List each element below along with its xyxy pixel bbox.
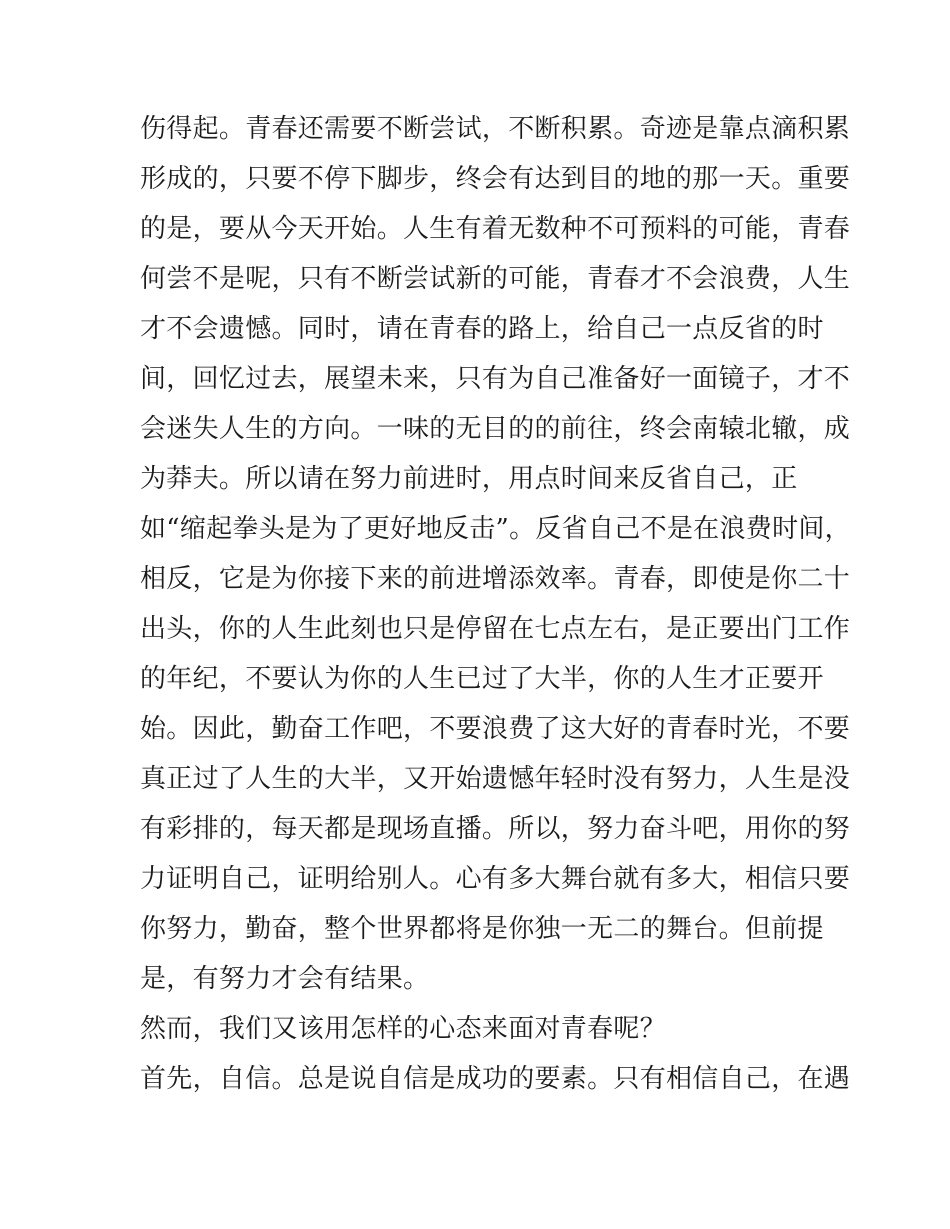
- text-line-5: 才不会遗憾。同时，请在青春的路上，给自己一点反省的时: [140, 314, 824, 344]
- body-text: [140, 104, 851, 1104]
- text-line-7: 会迷失人生的方向。一味的无目的的前往，终会南辕北辙，成: [140, 414, 851, 444]
- text-line-8: 为莽夫。所以请在努力前进时，用点时间来反省自己，正: [140, 464, 798, 494]
- text-line-11: 出头，你的人生此刻也只是停留在七点左右，是正要出门工作: [140, 614, 851, 644]
- text-line-10: 相反，它是为你接下来的前进增添效率。青春，即使是你二十: [140, 564, 851, 594]
- text-line-20: 首先，自信。总是说自信是成功的要素。只有相信自己，在遇: [140, 1064, 851, 1094]
- text-line-14: 真正过了人生的大半，又开始遗憾年轻时没有努力，人生是没: [140, 764, 851, 794]
- text-line-12: 的年纪，不要认为你的人生已过了大半，你的人生才正要开: [140, 664, 824, 694]
- text-line-18: 是，有努力才会有结果。: [140, 964, 430, 994]
- text-line-9: 如“缩起拳头是为了更好地反击”。反省自己不是在浪费时间，: [140, 514, 851, 544]
- text-line-17: 你努力，勤奋，整个世界都将是你独一无二的舞台。但前提: [140, 914, 824, 944]
- text-line-3: 的是，要从今天开始。人生有着无数种不可预料的可能，青春: [140, 214, 851, 244]
- text-line-6: 间，回忆过去，展望未来，只有为自己准备好一面镜子，才不: [140, 364, 851, 394]
- text-line-15: 有彩排的，每天都是现场直播。所以，努力奋斗吧，用你的努: [140, 814, 851, 844]
- text-line-16: 力证明自己，证明给别人。心有多大舞台就有多大，相信只要: [140, 864, 851, 894]
- text-line-4: 何尝不是呢，只有不断尝试新的可能，青春才不会浪费，人生: [140, 264, 851, 294]
- text-line-1: 伤得起。青春还需要不断尝试，不断积累。奇迹是靠点滴积累: [140, 114, 851, 144]
- text-line-2: 形成的，只要不停下脚步，终会有达到目的地的那一天。重要: [140, 164, 851, 194]
- text-line-19: 然而，我们又该用怎样的心态来面对青春呢？: [140, 1014, 667, 1044]
- text-line-13: 始。因此，勤奋工作吧，不要浪费了这大好的青春时光，不要: [140, 714, 851, 744]
